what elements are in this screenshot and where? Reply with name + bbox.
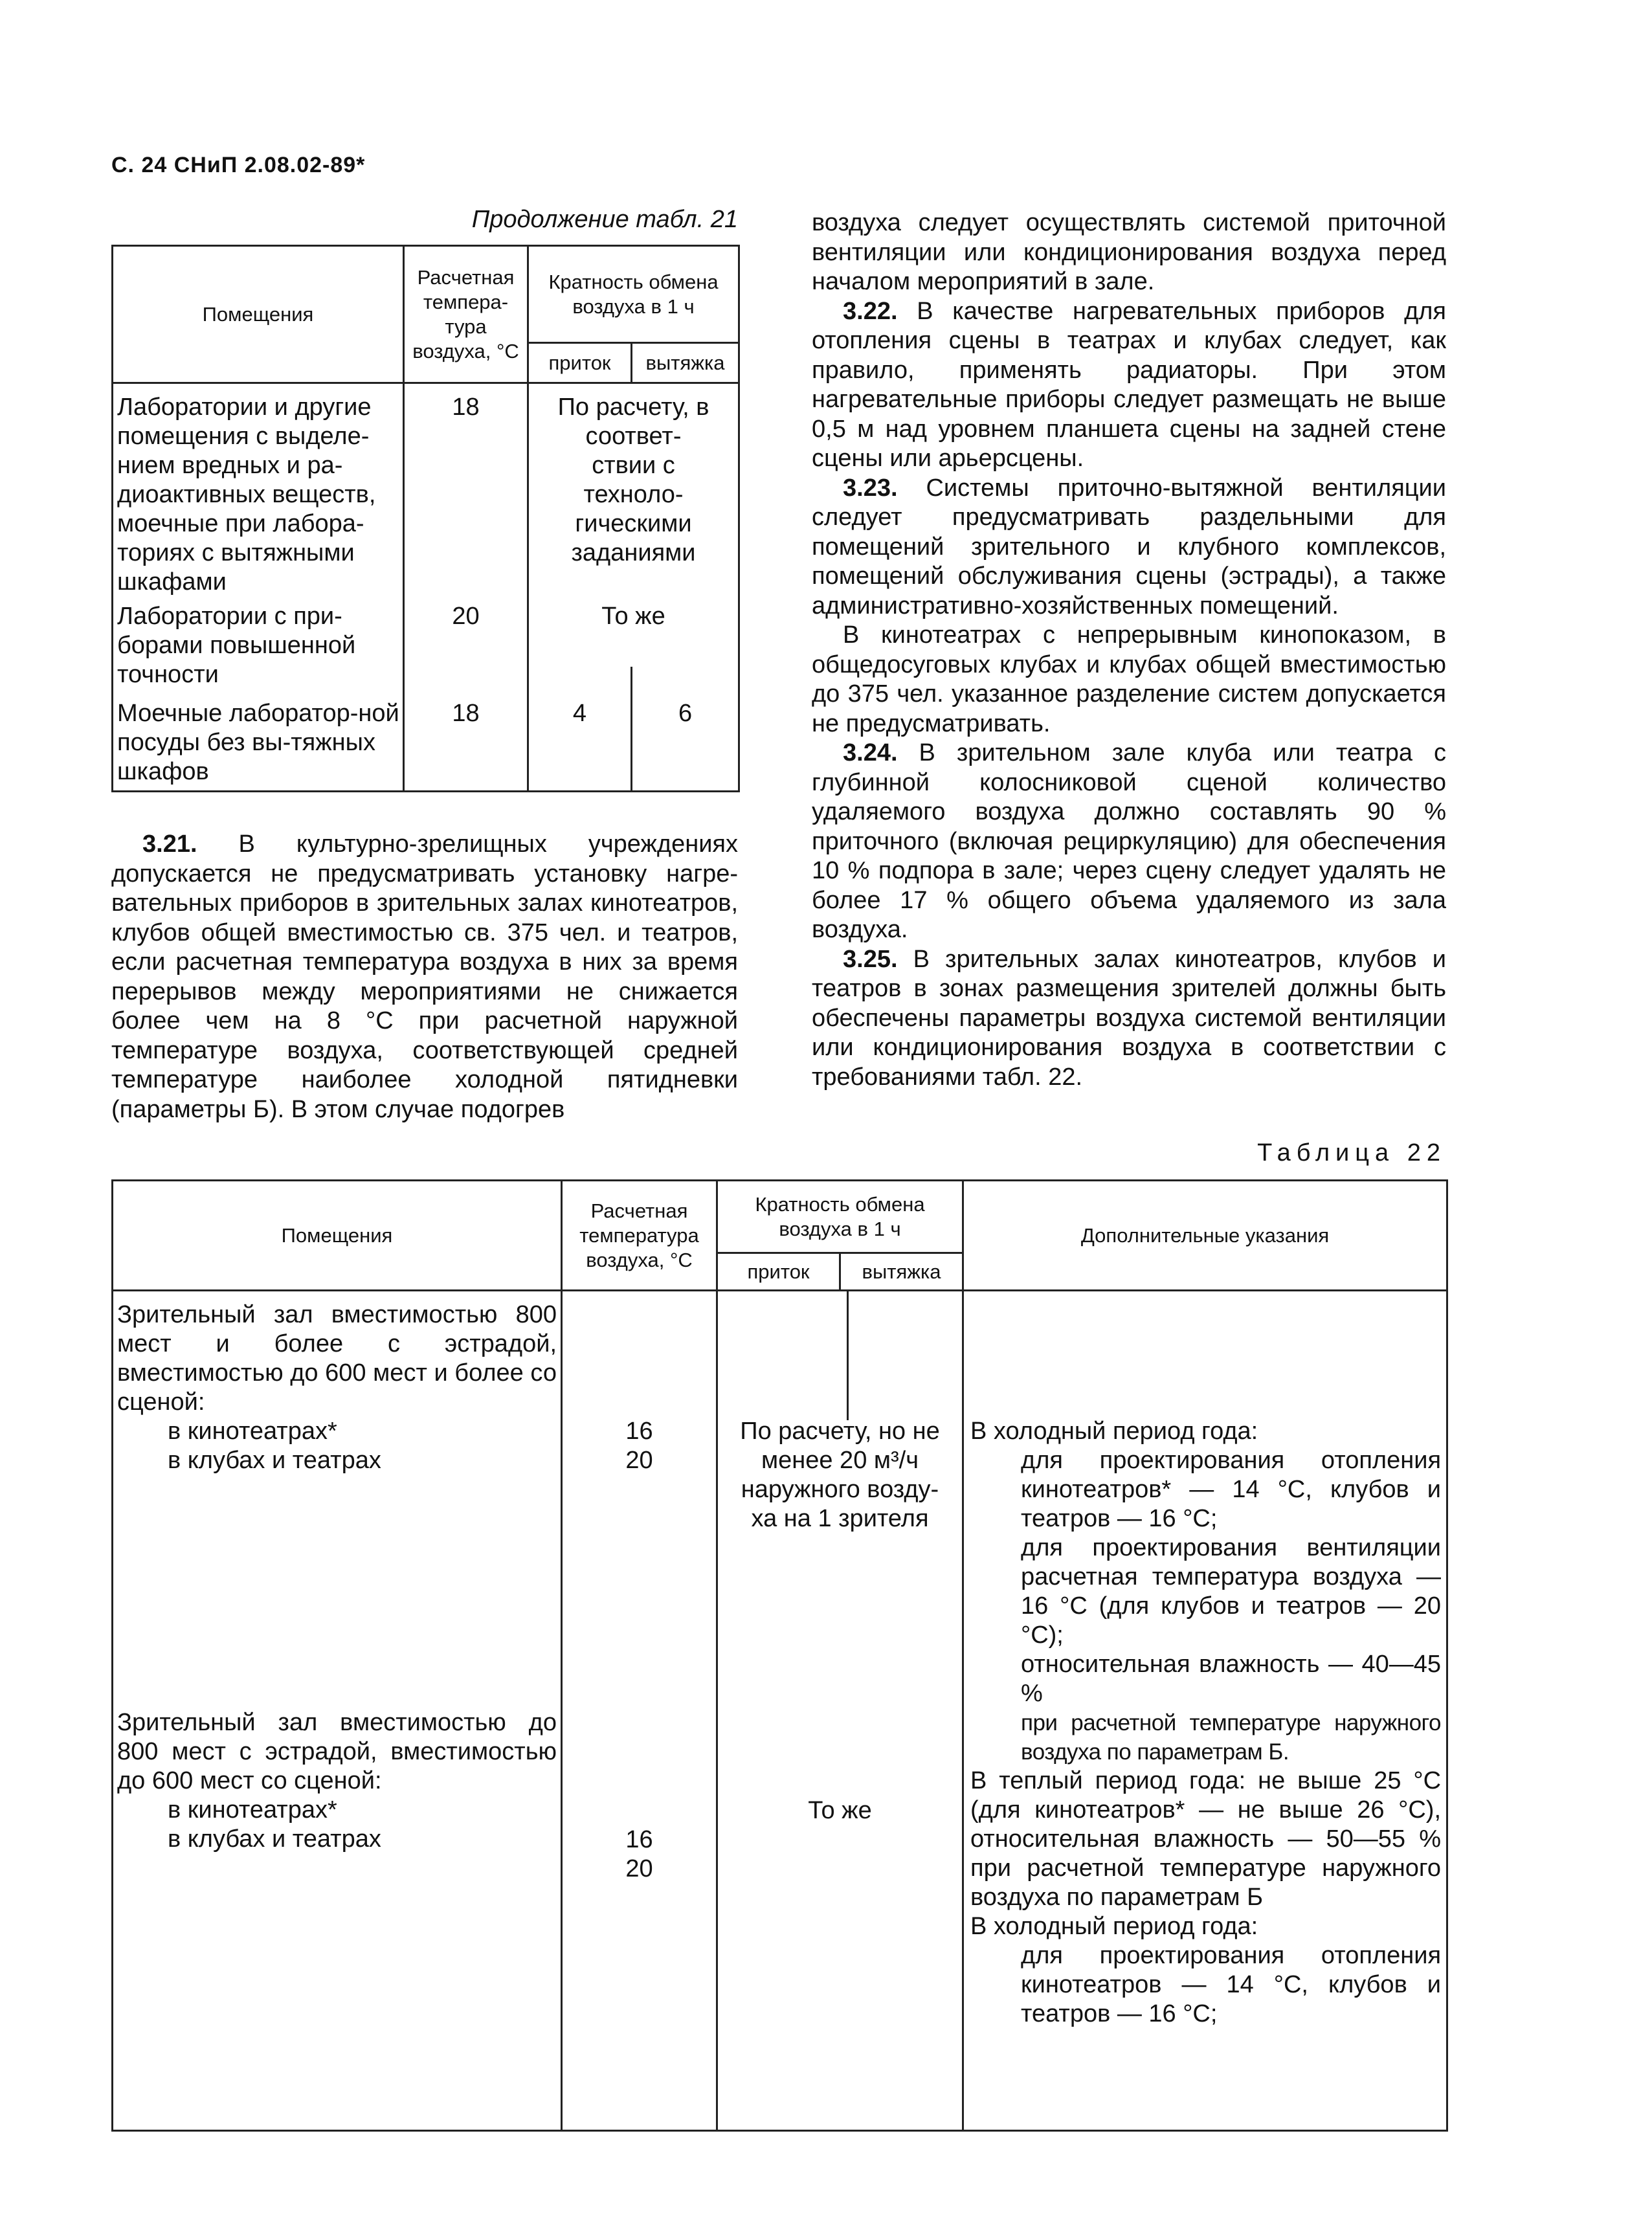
t22-row2-rate: То же xyxy=(808,1797,872,1824)
t21-divider-line xyxy=(631,667,632,706)
t22-row2-sub1: в кинотеатрах* xyxy=(168,1796,337,1823)
t22-row1-t1: 16 xyxy=(625,1418,653,1445)
t22-row2-t1: 16 xyxy=(625,1826,653,1853)
t22-header-rate: Кратность обмена воздуха в 1 ч xyxy=(717,1181,963,1253)
t22-row1-room: Зрительный зал вместимостью 800 мест и более с эстрадой, вместимостью до 600 мест и более со сценой: xyxy=(117,1301,557,1416)
t22-row1-sub2: в клубах и театрах xyxy=(168,1447,381,1474)
table21-caption: Продолжение табл. 21 xyxy=(471,206,738,233)
t22-row2-room: Зрительный зал вместимостью до 800 мест с эстрадой, вместимостью до 600 мест со сценой: xyxy=(117,1709,557,1794)
t21-row3-room: Моечные лаборатор-ной посуды без вы-тяжных шкафов xyxy=(113,694,404,791)
t22-note-cold1: В холодный период года: xyxy=(970,1418,1258,1445)
t22-header-temp: Расчетная температура воздуха, °С xyxy=(562,1181,717,1291)
t22-notes-cell xyxy=(963,1291,1447,2131)
t21-row1-room: Лаборатории и другие помещения с выделе-нием вредных и ра-диоактивных веществ, моечные при лабора-ториях с вытяжными шкафами xyxy=(113,383,404,597)
t21-header-rate: Кратность обмена воздуха в 1 ч xyxy=(528,246,739,343)
t22-header-in: приток xyxy=(717,1253,840,1291)
t21-row3-temp: 18 xyxy=(404,694,528,791)
t22-temp-cell xyxy=(562,1291,717,2131)
p324-number: 3.24. xyxy=(843,739,898,766)
t21-row1-temp: 18 xyxy=(404,383,528,597)
t22-divider-line xyxy=(847,1291,849,1420)
p321-number: 3.21. xyxy=(142,831,197,858)
p325-number: 3.25. xyxy=(843,945,898,973)
table-21 xyxy=(111,245,740,792)
p322-text: В качестве нагревательных приборов для отопления сцены в театрах и клубах следует, как правило, применять радиаторы. При этом нагревательные приборы следует размещать не выше 0,5 м над уровнем планшета сцены на задней стене сцены или арьерсцены. xyxy=(812,297,1446,472)
t22-note-cold1-c: относительная влажность — 40—45 % xyxy=(1021,1651,1442,1707)
p324-text: В зрительном зале клуба или театра с глубинной колосниковой сценой количество удаляемого воздуха должно составлять 90 % приточного (включая рециркуляцию) для обеспечения 10 % подпора в зале; через сцену следует удалять не более 17 % общего объема удаляемого из зала воздуха. xyxy=(812,739,1446,943)
p322-number: 3.22. xyxy=(843,297,898,325)
t21-header-in: приток xyxy=(528,343,632,383)
t22-row2-sub2: в клубах и театрах xyxy=(168,1825,381,1853)
p323-number: 3.23. xyxy=(843,474,898,502)
right-column xyxy=(812,208,1446,1092)
p325-text: В зрительных залах кинотеатров, клубов и театров в зонах размещения зрителей должны быть обеспечены параметры воздуха системой вентиляции или кондиционирования воздуха в соответствии с требованиями табл. 22. xyxy=(812,945,1446,1091)
t21-header-out: вытяжка xyxy=(632,343,739,383)
t22-row1-t2: 20 xyxy=(625,1447,653,1474)
t21-header-rooms: Помещения xyxy=(113,246,404,383)
t21-row3-out: 6 xyxy=(632,694,739,791)
p-continuation: воздуха следует осуществлять системой приточной вентиляции или кондиционирования воздуха перед началом мероприятий в зале. xyxy=(812,209,1446,295)
t21-row2-room: Лаборатории с при-борами повышенной точности xyxy=(113,597,404,694)
p321-text: В культурно-зрелищных учреждениях допускается не предусматривать установку нагре-вательных приборов в зрительных залах кинотеатров, клубов общей вместимостью св. 375 чел. и театров, если расчетная температура воздуха в них за время перерывов между мероприятиями не снижается более чем на 8 °С при расчетной наружной температуре воздуха, соответствующей средней температуре наиболее холодной пятидневки (параметры Б). В этом случае подогрев xyxy=(111,831,738,1123)
t21-header-temp: Расчетная темпера-тура воздуха, °С xyxy=(404,246,528,383)
t22-note-cold1-a: для проектирования отопления кинотеатров* — 14 °С, клубов и театров — 16 °С; xyxy=(1021,1447,1442,1532)
t21-row3-in: 4 xyxy=(528,694,632,791)
table-22 xyxy=(111,1179,1448,2132)
t21-row2-rate: То же xyxy=(528,597,739,694)
t22-rooms-cell xyxy=(113,1291,562,2131)
t22-note-cold1-d: при расчетной температуре наружного воздуха по параметрам Б. xyxy=(1021,1710,1442,1765)
t22-row1-rate: По расчету, но не менее 20 м³/ч наружного возду-ха на 1 зрителя xyxy=(740,1418,940,1532)
p323-text: Системы приточно-вытяжной вентиляции следует предусматривать раздельными для помещений зрительного и клубного комплексов, помещений обслуживания сцены (эстрады), а также административно-хозяйственных помещений. xyxy=(812,474,1446,619)
t22-header-notes: Дополнительные указания xyxy=(963,1181,1447,1291)
t22-rate-cell xyxy=(717,1291,963,2131)
t22-note-cold1-b: для проектирования вентиляции расчетная температура воздуха — 16 °С (для клубов и театров — 20 °С); xyxy=(1021,1534,1442,1649)
page-header: С. 24 СНиП 2.08.02-89* xyxy=(111,153,366,177)
t22-note-cold2-a: для проектирования отопления кинотеатров — 14 °С, клубов и театров — 16 °С; xyxy=(1021,1942,1442,2027)
t21-row1-rate: По расчету, в соответ-ствии с техноло-гическими заданиями xyxy=(528,383,739,597)
t22-row1-sub1: в кинотеатрах* xyxy=(168,1418,337,1445)
t22-note-cold2: В холодный период года: xyxy=(970,1913,1258,1940)
t21-row2-temp: 20 xyxy=(404,597,528,694)
t22-row2-t2: 20 xyxy=(625,1855,653,1882)
paragraph-3-21 xyxy=(111,830,738,1124)
p323b-text: В кинотеатрах с непрерывным кинопоказом, в общедосуговых клубах и клубах общей вместимостью до 375 чел. указанное разделение систем допускается не предусматривать. xyxy=(812,621,1446,737)
table22-caption: Таблица 22 xyxy=(1257,1139,1446,1166)
t22-header-out: вытяжка xyxy=(840,1253,963,1291)
t22-header-rooms: Помещения xyxy=(113,1181,562,1291)
t22-note-warm: В теплый период года: не выше 25 °С (для кинотеатров* — не выше 26 °С), относительная влажность — 50—55 % при расчетной температуре наружного воздуха по параметрам Б xyxy=(970,1767,1442,1911)
